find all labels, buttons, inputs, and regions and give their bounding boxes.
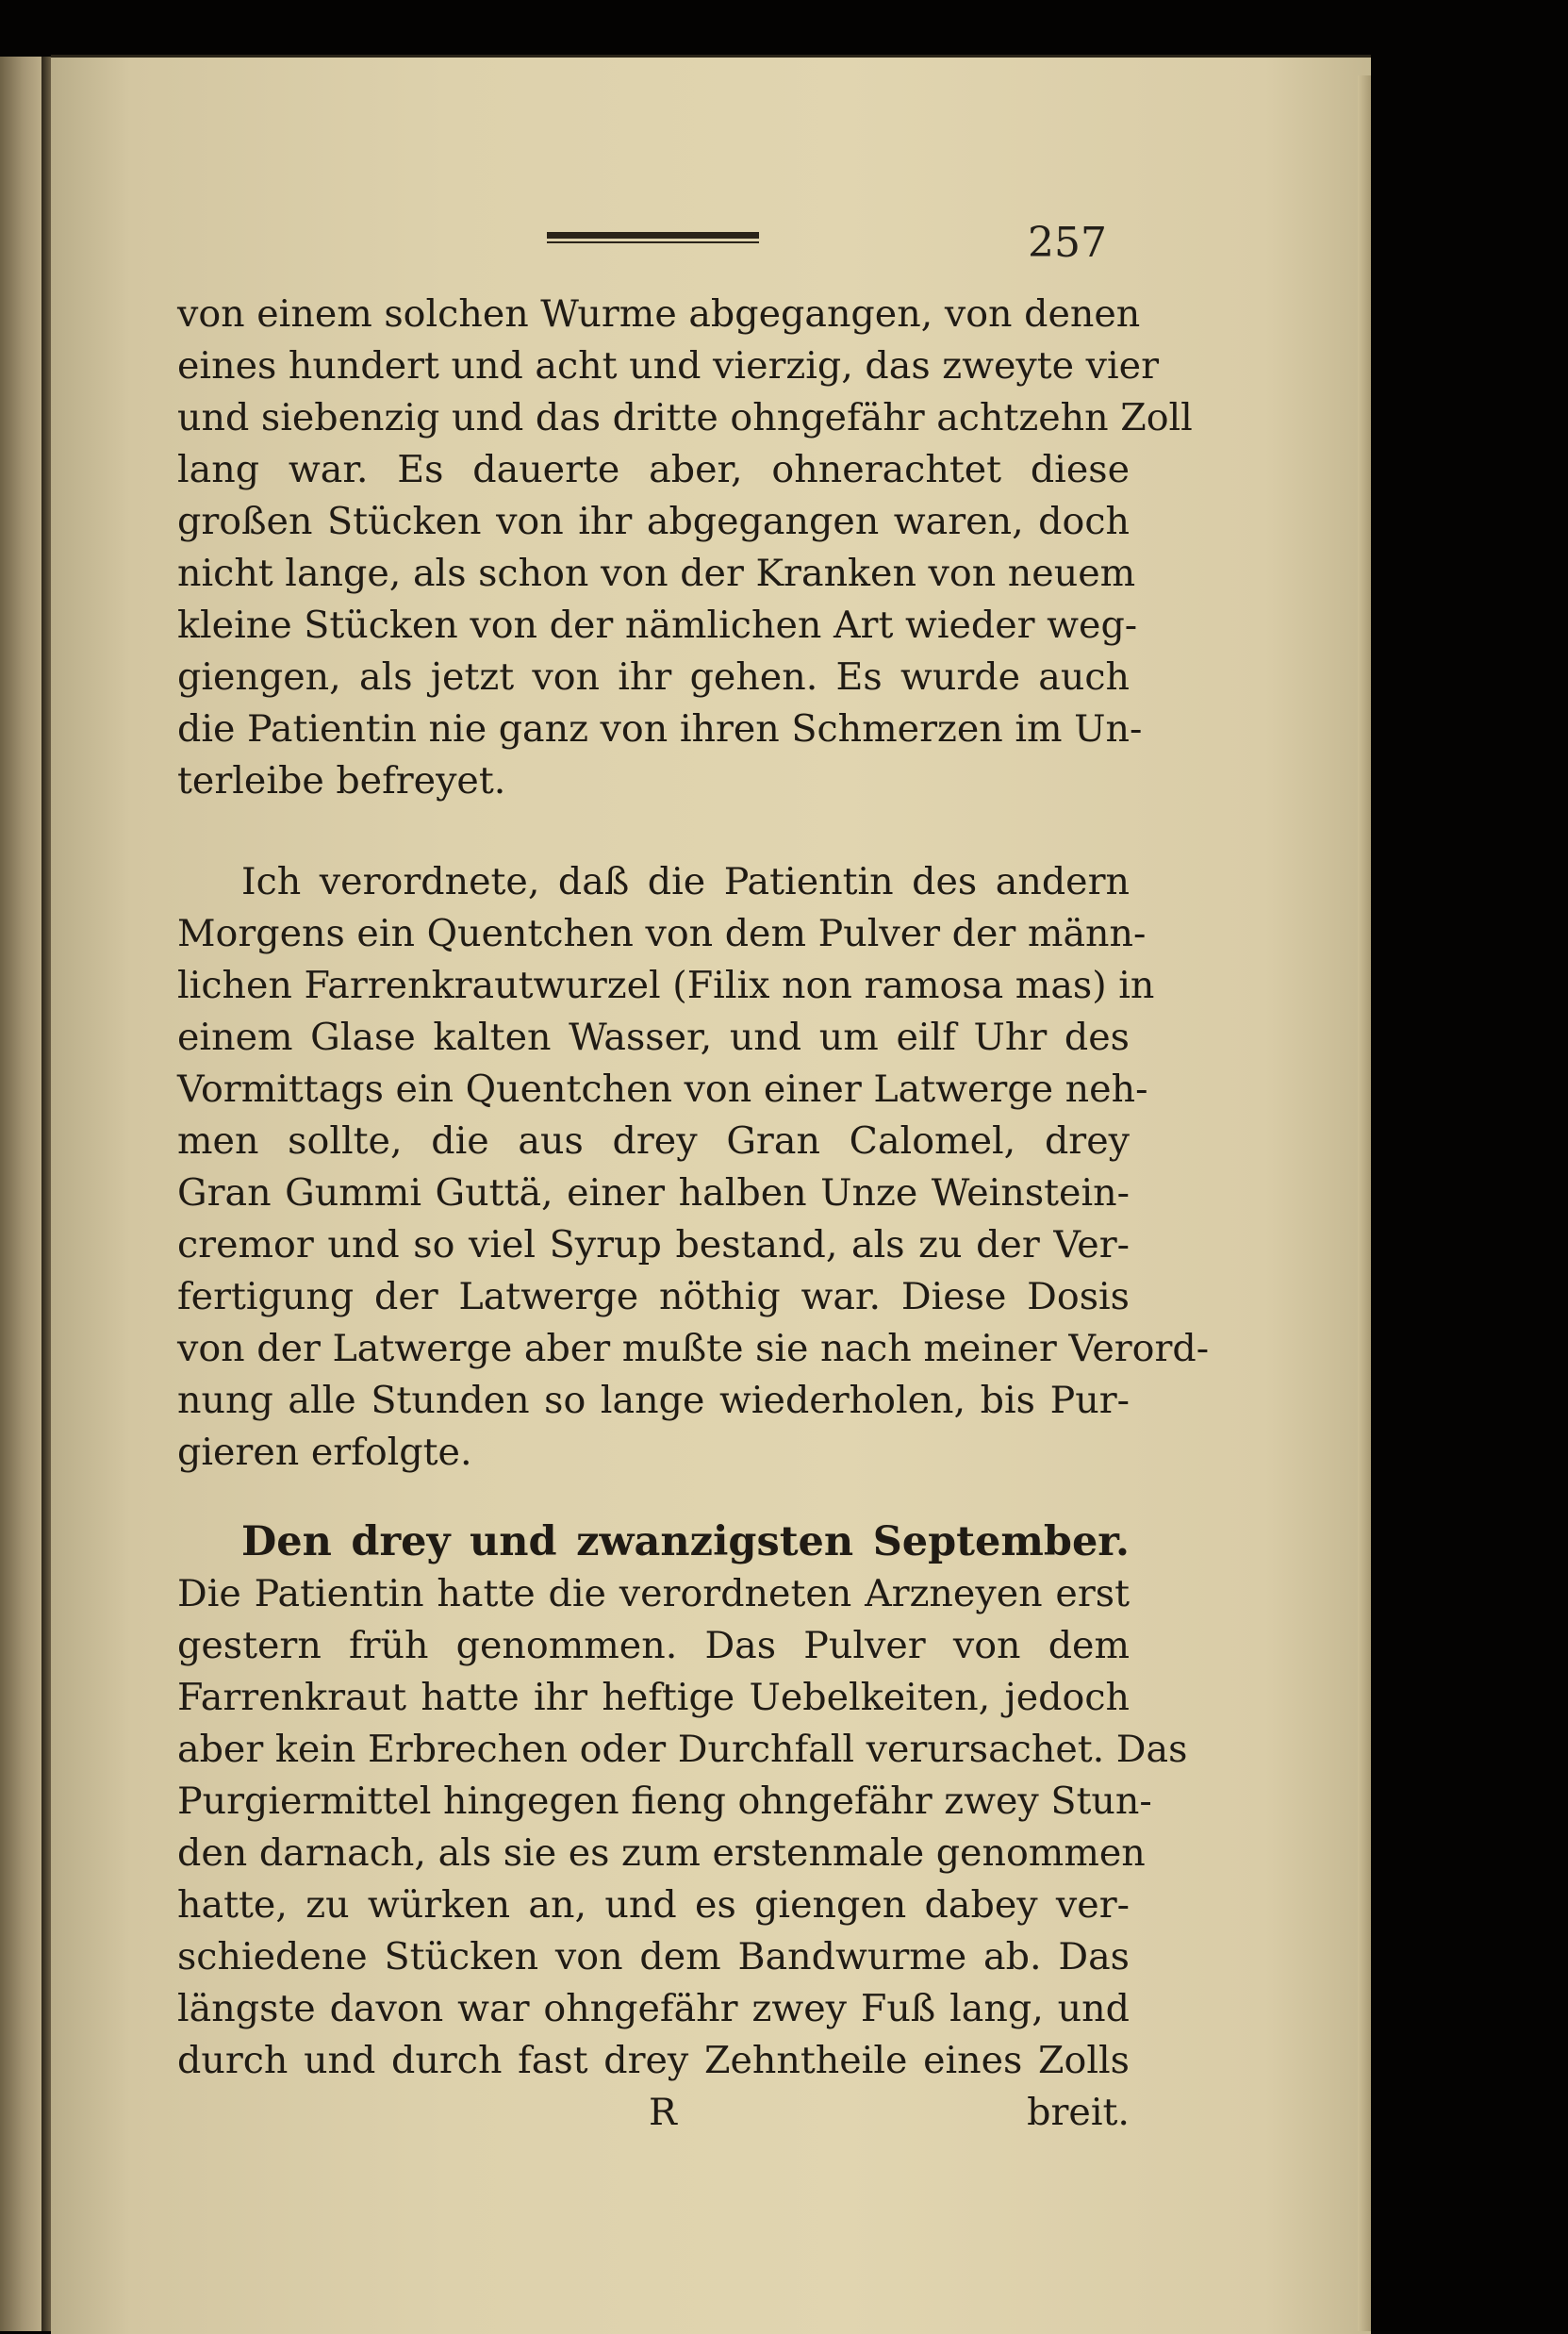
text-line: cremor und so viel Syrup bestand, als zu der Ver- <box>177 1223 1130 1266</box>
catchword: breit. <box>1027 2091 1130 2134</box>
header-rule <box>547 232 759 245</box>
text-line: Farrenkraut hatte ihr heftige Uebelkeiten, jedoch <box>177 1676 1130 1719</box>
paragraph-1 <box>177 289 1193 807</box>
text-line: gieren erfolgte. <box>177 1431 472 1474</box>
text-line: hatte, zu würken an, und es giengen dabey ver- <box>177 1883 1130 1927</box>
body-text <box>177 289 1210 2139</box>
text-line: und siebenzig und das dritte ohngefähr achtzehn Zoll <box>177 396 1193 439</box>
text-line: gestern früh genommen. Das Pulver von dem <box>177 1624 1130 1667</box>
text-line: den darnach, als sie es zum erstenmale genommen <box>177 1831 1146 1875</box>
text-line: nicht lange, als schon von der Kranken von neuem <box>177 552 1136 595</box>
text-line: eines hundert und acht und vierzig, das zweyte vier <box>177 344 1160 388</box>
text-line: großen Stücken von ihr abgegangen waren, doch <box>177 500 1130 543</box>
book-gutter <box>41 57 51 2331</box>
paragraph-3 <box>177 1516 1188 2087</box>
text-line: Gran Gummi Guttä, einer halben Unze Weinstein- <box>177 1171 1130 1215</box>
text-line: terleibe befreyet. <box>177 759 506 803</box>
text-line: längste davon war ohngefähr zwey Fuß lang, und <box>177 1987 1130 2030</box>
paragraph-2 <box>177 856 1210 1479</box>
text-line: die Patientin nie ganz von ihren Schmerzen im Un- <box>177 707 1143 751</box>
text-line: Purgiermittel hingegen fieng ohngefähr zwey Stun- <box>177 1779 1152 1823</box>
footer-row <box>177 2087 1130 2139</box>
text-line: Die Patientin hatte die verordneten Arzneyen erst <box>177 1572 1130 1615</box>
page-fore-edge <box>1358 75 1371 2331</box>
text-line: kleine Stücken von der nämlichen Art wieder weg- <box>177 604 1138 647</box>
text-line: einem Glase kalten Wasser, und um eilf Uhr des <box>177 1016 1130 1059</box>
text-line: schiedene Stücken von dem Bandwurme ab. Das <box>177 1935 1130 1978</box>
text-line: men sollte, die aus drey Gran Calomel, drey <box>177 1119 1130 1163</box>
signature-mark: R <box>649 2091 677 2134</box>
text-line: Vormittags ein Quentchen von einer Latwerge neh- <box>177 1068 1148 1111</box>
text-line: Morgens ein Quentchen von dem Pulver der männ- <box>177 912 1147 955</box>
header-rule-thin <box>547 241 759 243</box>
text-line: lang war. Es dauerte aber, ohnerachtet diese <box>177 448 1130 491</box>
header-rule-thick <box>547 232 759 239</box>
section-heading: Den drey und zwanzigsten September. <box>241 1518 1130 1565</box>
text-line: von einem solchen Wurme abgegangen, von denen <box>177 292 1141 336</box>
text-line: durch und durch fast drey Zehntheile eines Zolls <box>177 2039 1130 2082</box>
page-number: 257 <box>1028 219 1107 267</box>
text-line: Ich verordnete, daß die Patientin des andern <box>241 860 1130 903</box>
text-line: giengen, als jetzt von ihr gehen. Es wurde auch <box>177 655 1130 699</box>
text-line: von der Latwerge aber mußte sie nach meiner Verord- <box>177 1327 1210 1370</box>
text-line: nung alle Stunden so lange wiederholen, bis Pur- <box>177 1379 1130 1422</box>
text-line: fertigung der Latwerge nöthig war. Diese Dosis <box>177 1275 1130 1318</box>
text-line: lichen Farrenkrautwurzel (Filix non ramosa mas) in <box>177 964 1155 1007</box>
text-line: aber kein Erbrechen oder Durchfall verursachet. Das <box>177 1728 1188 1771</box>
